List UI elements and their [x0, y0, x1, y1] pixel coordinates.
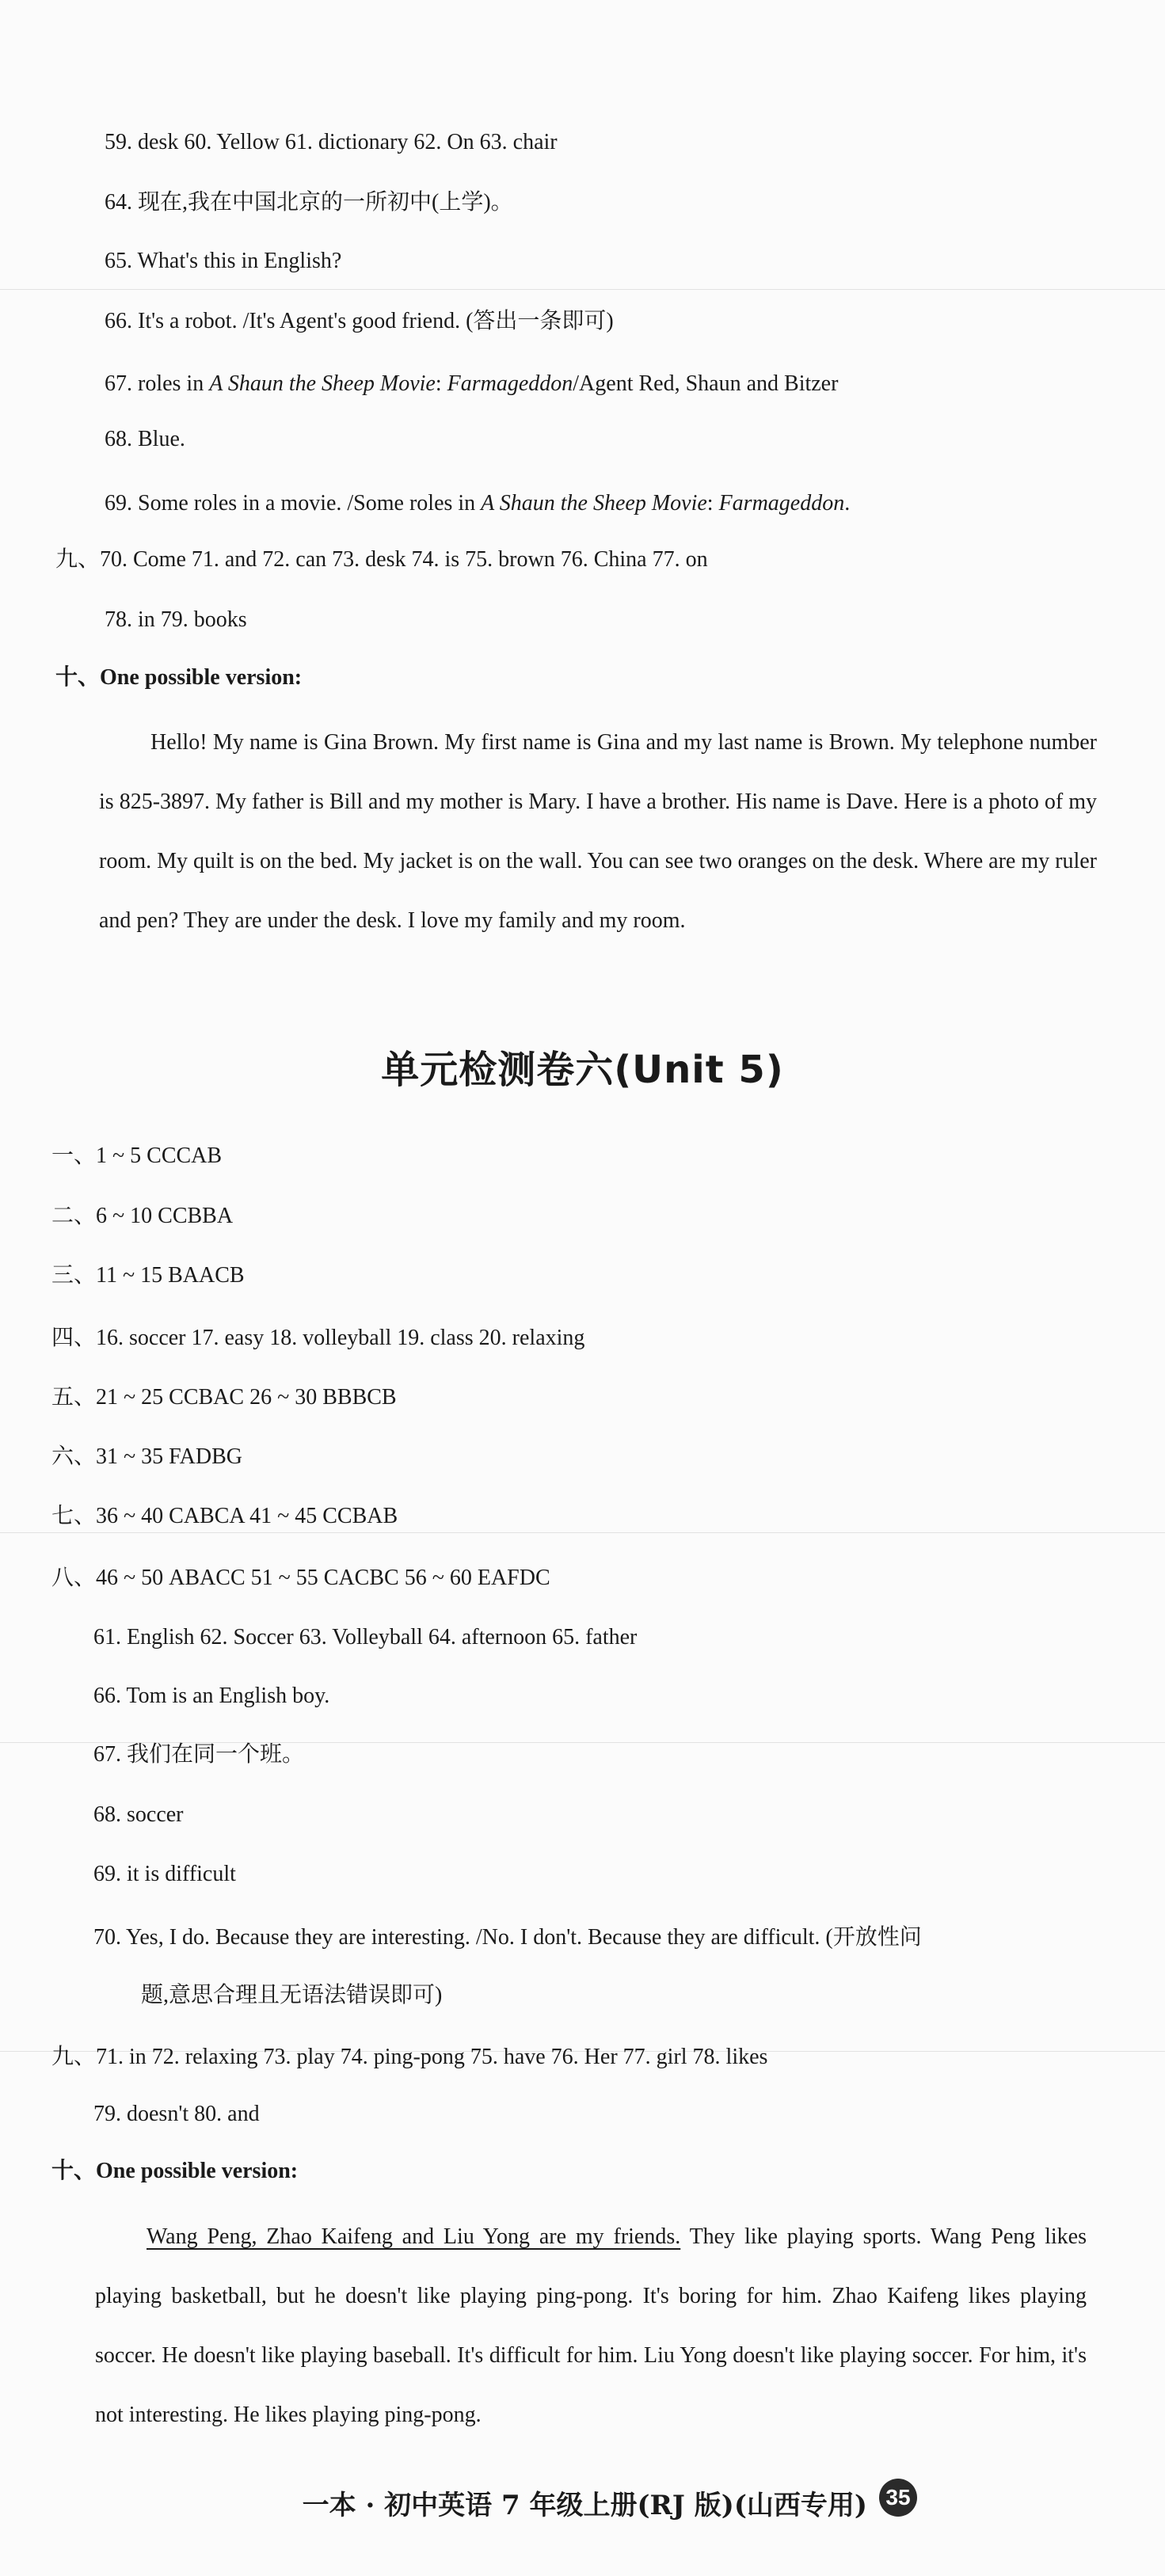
answer-line-21-30: 五、21 ~ 25 CCBAC 26 ~ 30 BBBCB: [51, 1385, 397, 1410]
answer-line-67b: 67. 我们在同一个班。: [93, 1742, 305, 1767]
answer-line-6-10: 二、6 ~ 10 CCBBA: [51, 1204, 234, 1228]
essay-one-text: Hello! My name is Gina Brown. My first name is Gina and my last name is Brown. My telephone number is 825-3897. My father is Bill and my mother is Mary. I have a brother. His name is Dave. Here is a photo of my room. My quilt is on the bed. My jacket is on the wall. You can see two oranges on the desk. Where are my ruler and pen? They are under the desk. I love my family and my room.: [99, 730, 1097, 933]
answer-line-69b: 69. it is difficult: [93, 1862, 236, 1886]
answer-line-31-35: 六、31 ~ 35 FADBG: [51, 1444, 242, 1469]
answer-line-67: [105, 368, 838, 400]
footer-book-title: 一本 · 初中英语 7 年级上册(RJ 版)(山西专用): [302, 2490, 867, 2521]
answer-line-36-45: 七、36 ~ 40 CABCA 41 ~ 45 CCBAB: [51, 1504, 398, 1528]
essay-two-lead: Wang Peng, Zhao Kaifeng and Liu Yong are my friends.: [147, 2224, 681, 2249]
page-footer: [0, 2472, 1165, 2528]
answer-line-61: 61. English 62. Soccer 63. Volleyball 64. afternoon 65. father: [93, 1625, 638, 1649]
answer-line-68: 68. Blue.: [105, 427, 185, 451]
answer-line-79: 79. doesn't 80. and: [93, 2102, 260, 2126]
answer-line-78: 78. in 79. books: [105, 607, 247, 632]
answer-67-text: 67. roles in: [105, 371, 210, 396]
answer-line-71: 九、71. in 72. relaxing 73. play 74. ping-pong 75. have 76. Her 77. girl 78. likes: [51, 2045, 768, 2069]
scan-artifact-line: [0, 1532, 1165, 1533]
essay-two-text: They like playing sports. Wang Peng likes playing basketball, but he doesn't like playing ping-pong. It's boring for him. Zhao Kaifeng likes playing soccer. He doesn't like playing baseball. It's difficult for him. Liu Yong doesn't like playing soccer. For him, it's not interesting. He likes playing ping-pong.: [95, 2224, 1087, 2427]
answer-line-66: 66. It's a robot. /It's Agent's good friend. (答出一条即可): [105, 309, 614, 333]
section-ten-heading-2: 十、One possible version:: [51, 2159, 299, 2183]
answer-line-11-15: 三、11 ~ 15 BAACB: [51, 1263, 245, 1288]
answer-67-roles: /Agent Red, Shaun and Bitzer: [573, 371, 839, 396]
movie-subtitle: Farmageddon: [447, 371, 573, 396]
movie-title: A Shaun the Sheep Movie: [481, 491, 707, 516]
answer-line-16: 四、16. soccer 17. easy 18. volleyball 19. class 20. relaxing: [51, 1326, 585, 1350]
movie-title: A Shaun the Sheep Movie: [209, 371, 436, 396]
colon: :: [435, 371, 447, 396]
section-title: 单元检测卷六(Unit 5): [381, 1048, 784, 1092]
colon: :: [706, 491, 719, 516]
movie-subtitle: Farmageddon: [718, 491, 845, 516]
answer-line-66b: 66. Tom is an English boy.: [93, 1684, 330, 1708]
answer-line-70: 九、70. Come 71. and 72. can 73. desk 74. is 75. brown 76. China 77. on: [55, 547, 708, 572]
scan-artifact-line: [0, 289, 1165, 290]
answer-line-68b: 68. soccer: [93, 1802, 184, 1827]
answer-line-64: 64. 现在,我在中国北京的一所初中(上学)。: [105, 190, 513, 215]
answer-line-65: 65. What's this in English?: [105, 249, 342, 273]
essay-one: [99, 713, 1097, 950]
answer-line-59: 59. desk 60. Yellow 61. dictionary 62. On 63. chair: [105, 130, 558, 154]
answer-69-text: 69. Some roles in a movie. /Some roles in: [105, 491, 482, 516]
period: .: [844, 491, 851, 516]
answer-line-70b: 70. Yes, I do. Because they are interesting. /No. I don't. Because they are difficult. (开放性问: [93, 1925, 922, 1950]
answer-line-70b-cont: 题,意思合理且无语法错误即可): [141, 1983, 443, 2007]
answer-line-69: [105, 488, 850, 519]
answer-line-46-60: 八、46 ~ 50 ABACC 51 ~ 55 CACBC 56 ~ 60 EAFDC: [51, 1566, 550, 1590]
section-ten-heading: 十、One possible version:: [55, 665, 303, 690]
essay-two: [95, 2207, 1087, 2445]
answer-line-1-5: 一、1 ~ 5 CCCAB: [51, 1143, 223, 1168]
page-number-badge: 35: [879, 2479, 917, 2517]
